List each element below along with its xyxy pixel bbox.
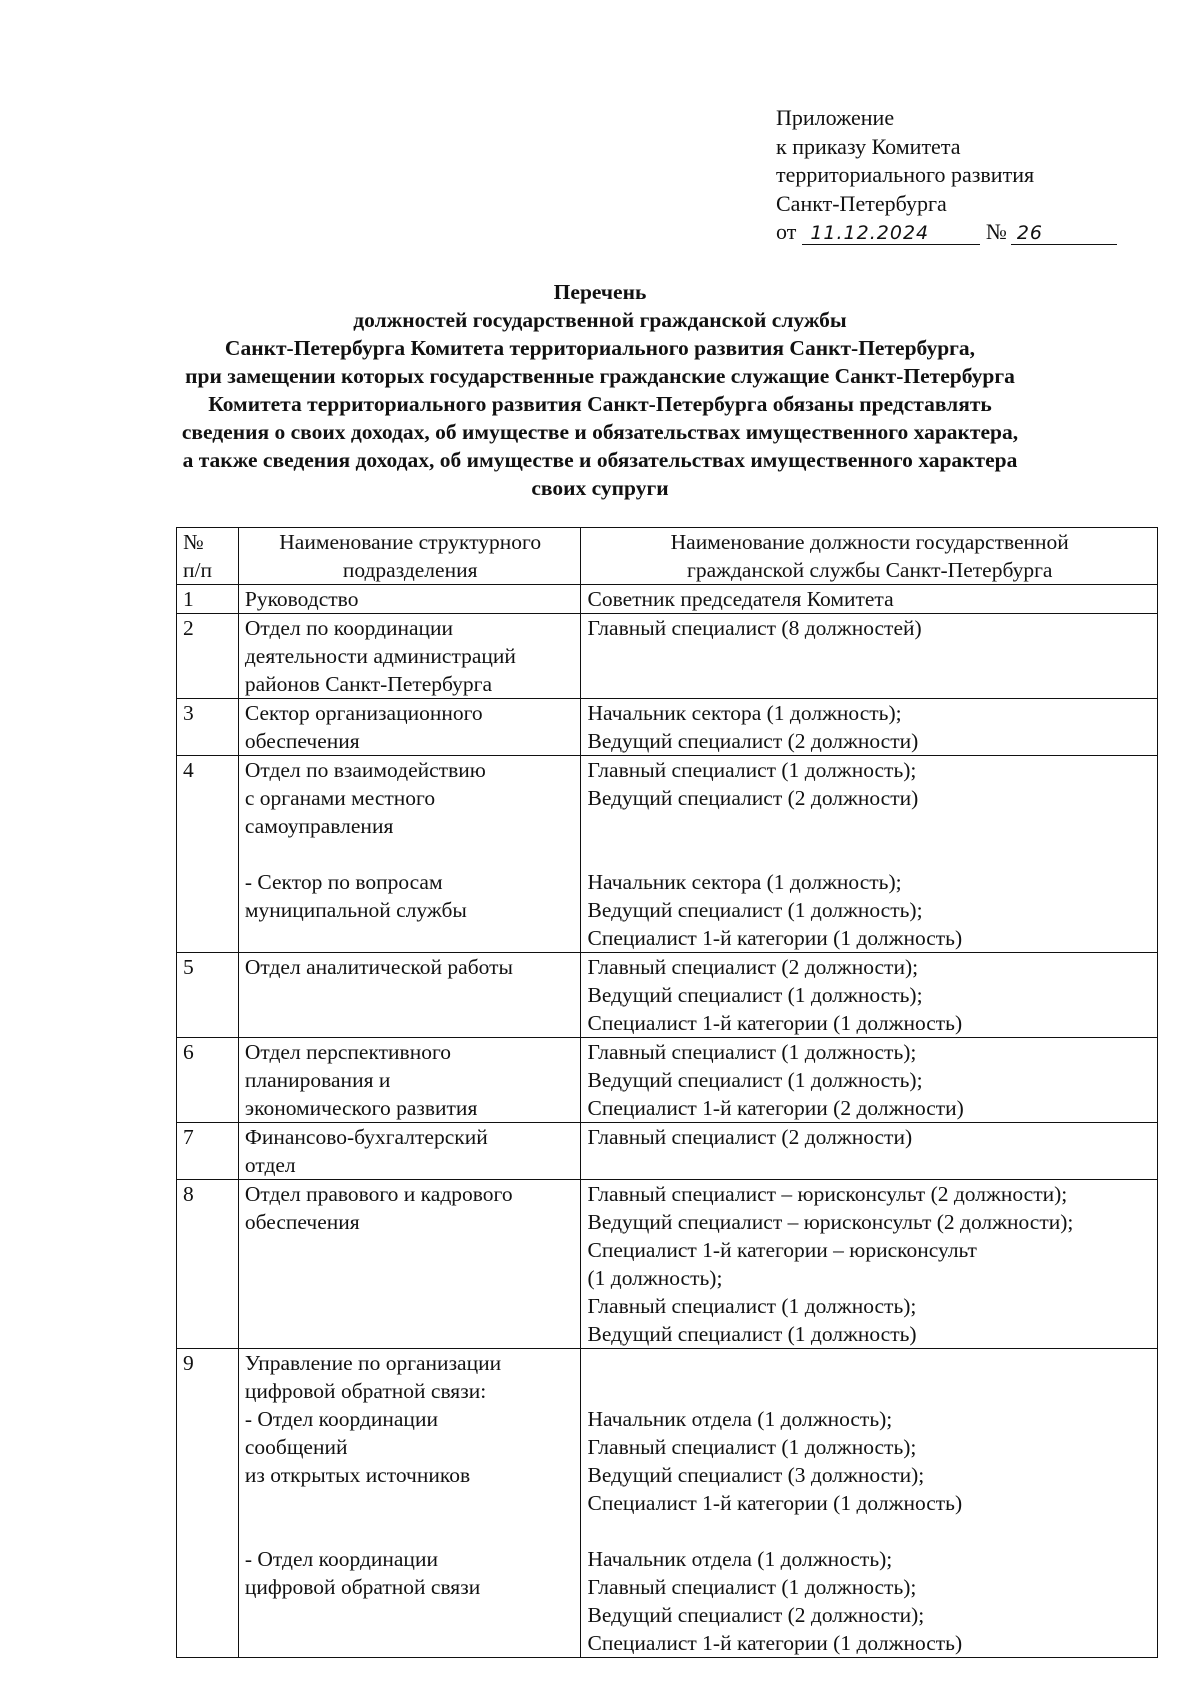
row-number: 5 [183, 955, 194, 979]
unit-name-line: обеспечения [244, 729, 360, 753]
unit-name-line: отдел [244, 1153, 296, 1177]
table-row [177, 1038, 1158, 1123]
appendix-city: Санкт-Петербурга [776, 190, 947, 216]
unit-name-line: Сектор организационного [244, 701, 483, 725]
appendix-block [776, 104, 1117, 247]
row-number-cell [177, 1038, 239, 1123]
unit-name-line: цифровой обратной связи: [244, 1379, 487, 1403]
position-line: Начальник сектора (1 должность); [587, 701, 902, 725]
position-line: Главный специалист – юрисконсульт (2 должности); [587, 1182, 1068, 1206]
position-line: Главный специалист (1 должность); [587, 1040, 917, 1064]
position-line: Ведущий специалист (1 должность); [587, 1068, 923, 1092]
title-line: а также сведения доходах, об имуществе и обязательствах имущественного характера [182, 448, 1018, 472]
unit-name-line: муниципальной службы [244, 898, 467, 922]
blank-line [587, 1349, 1152, 1377]
blank-line [245, 1489, 576, 1517]
unit-name-cell [238, 756, 581, 953]
position-cell [581, 614, 1158, 699]
unit-name-line: Отдел по взаимодействию [244, 758, 486, 782]
blank-line [587, 840, 1152, 868]
position-cell [581, 585, 1158, 614]
table-row [177, 953, 1158, 1038]
blank-line [245, 1517, 576, 1545]
unit-name-line: Управление по организации [244, 1351, 502, 1375]
unit-name-line: - Отдел координации [244, 1547, 438, 1571]
appendix-date-line [776, 218, 1117, 247]
unit-name-cell [238, 1180, 581, 1349]
title-heading: Перечень [553, 280, 647, 304]
position-line: Ведущий специалист (2 должности) [587, 729, 919, 753]
table-row [177, 585, 1158, 614]
header-unit [238, 528, 581, 585]
table-row [177, 699, 1158, 756]
position-line: Специалист 1-й категории (1 должность) [587, 926, 963, 950]
row-number: 7 [183, 1125, 194, 1149]
table-row [177, 614, 1158, 699]
row-number: 9 [183, 1351, 194, 1375]
position-line: Советник председателя Комитета [587, 587, 894, 611]
row-number: 4 [183, 758, 194, 782]
position-line: Главный специалист (1 должность); [587, 758, 917, 782]
row-number-cell [177, 756, 239, 953]
row-number: 1 [183, 587, 194, 611]
position-line: Ведущий специалист (3 должности); [587, 1463, 925, 1487]
row-number: 8 [183, 1182, 194, 1206]
table-row [177, 1349, 1158, 1658]
position-cell [581, 953, 1158, 1038]
appendix-committee: территориального развития [776, 162, 1035, 187]
position-line: Начальник сектора (1 должность); [587, 870, 902, 894]
unit-name-cell [238, 1123, 581, 1180]
header-unit-line: Наименование структурного [279, 530, 542, 554]
position-line: Главный специалист (1 должность); [587, 1575, 917, 1599]
unit-name-line: экономического развития [244, 1096, 478, 1120]
row-number-cell [177, 1349, 239, 1658]
unit-name-line: планирования и [244, 1068, 391, 1092]
positions-table [176, 527, 1158, 1658]
handwritten-number: 26 [1011, 222, 1117, 245]
title-line: Санкт-Петербурга Комитета территориального развития Санкт-Петербурга, [224, 336, 976, 360]
header-position-line: Наименование должности государственной [670, 530, 1069, 554]
unit-name-cell [238, 1349, 581, 1658]
row-number: 2 [183, 616, 194, 640]
position-cell [581, 1038, 1158, 1123]
row-number-cell [177, 585, 239, 614]
header-number-line: п/п [183, 558, 212, 582]
handwritten-date: 11.12.2024 [802, 222, 980, 245]
position-line: Специалист 1-й категории (1 должность) [587, 1011, 963, 1035]
unit-name-cell [238, 953, 581, 1038]
unit-name-cell [238, 585, 581, 614]
unit-name-line: районов Санкт-Петербурга [244, 672, 493, 696]
unit-name-line: Отдел перспективного [244, 1040, 451, 1064]
position-line: Начальник отдела (1 должность); [587, 1547, 893, 1571]
unit-name-line: Отдел аналитической работы [244, 955, 513, 979]
position-line: Ведущий специалист (1 должность) [587, 1322, 917, 1346]
title-line: должностей государственной гражданской службы [353, 308, 847, 332]
title-line: Комитета территориального развития Санкт-Петербурга обязаны представлять [208, 392, 992, 416]
row-number-cell [177, 953, 239, 1038]
unit-name-line: обеспечения [244, 1210, 360, 1234]
unit-name-line: из открытых источников [244, 1463, 471, 1487]
row-number: 6 [183, 1040, 194, 1064]
table-body [177, 585, 1158, 1658]
header-number [177, 528, 239, 585]
date-prefix: от [776, 219, 797, 244]
blank-line [587, 812, 1152, 840]
row-number: 3 [183, 701, 194, 725]
row-number-cell [177, 614, 239, 699]
position-line: Ведущий специалист (1 должность); [587, 898, 923, 922]
table-row [177, 1180, 1158, 1349]
position-line: Главный специалист (1 должность); [587, 1435, 917, 1459]
position-line: Главный специалист (2 должности) [587, 1125, 913, 1149]
position-line: (1 должность); [587, 1266, 723, 1290]
document-title [150, 278, 1050, 502]
position-cell [581, 1180, 1158, 1349]
position-line: Специалист 1-й категории (1 должность) [587, 1491, 963, 1515]
table-row [177, 756, 1158, 953]
unit-name-line: деятельности администраций [244, 644, 516, 668]
position-cell [581, 1349, 1158, 1658]
title-line: сведения о своих доходах, об имуществе и обязательствах имущественного характера, [181, 420, 1019, 444]
position-cell [581, 1123, 1158, 1180]
position-line: Главный специалист (1 должность); [587, 1294, 917, 1318]
header-unit-line: подразделения [342, 558, 478, 582]
row-number-cell [177, 1123, 239, 1180]
position-line: Главный специалист (2 должности); [587, 955, 919, 979]
unit-name-cell [238, 614, 581, 699]
unit-name-line: цифровой обратной связи [244, 1575, 481, 1599]
unit-name-line: Финансово-бухгалтерский [244, 1125, 488, 1149]
table-row [177, 1123, 1158, 1180]
unit-name-line: Отдел правового и кадрового [244, 1182, 513, 1206]
unit-name-line: Отдел по координации [244, 616, 454, 640]
unit-name-line: Руководство [244, 587, 359, 611]
position-line: Специалист 1-й категории – юрисконсульт [587, 1238, 977, 1262]
unit-name-cell [238, 699, 581, 756]
row-number-cell [177, 1180, 239, 1349]
header-position [581, 528, 1158, 585]
position-line: Ведущий специалист (1 должность); [587, 983, 923, 1007]
row-number-cell [177, 699, 239, 756]
position-line: Специалист 1-й категории (1 должность) [587, 1631, 963, 1655]
position-line: Ведущий специалист – юрисконсульт (2 должности); [587, 1210, 1074, 1234]
position-cell [581, 756, 1158, 953]
position-line: Ведущий специалист (2 должности) [587, 786, 919, 810]
position-cell [581, 699, 1158, 756]
header-number-line: № [183, 530, 204, 554]
unit-name-line: - Отдел координации [244, 1407, 438, 1431]
unit-name-line: сообщений [244, 1435, 348, 1459]
position-line: Специалист 1-й категории (2 должности) [587, 1096, 964, 1120]
number-prefix: № [985, 219, 1007, 244]
table-header-row [177, 528, 1158, 585]
unit-name-line: с органами местного [244, 786, 436, 810]
unit-name-line: самоуправления [244, 814, 394, 838]
appendix-label: Приложение [776, 105, 895, 130]
title-line: при замещении которых государственные гражданские служащие Санкт-Петербурга [185, 364, 1015, 388]
position-line: Ведущий специалист (2 должности); [587, 1603, 925, 1627]
blank-line [587, 1517, 1152, 1545]
appendix-order-ref: к приказу Комитета [776, 133, 961, 159]
blank-line [245, 840, 576, 868]
title-line: своих супруги [531, 476, 669, 500]
position-line: Начальник отдела (1 должность); [587, 1407, 893, 1431]
unit-name-cell [238, 1038, 581, 1123]
position-line: Главный специалист (8 должностей) [587, 616, 922, 640]
blank-line [587, 1377, 1152, 1405]
header-position-line: гражданской службы Санкт-Петербурга [687, 558, 1053, 582]
unit-name-line: - Сектор по вопросам [244, 870, 443, 894]
